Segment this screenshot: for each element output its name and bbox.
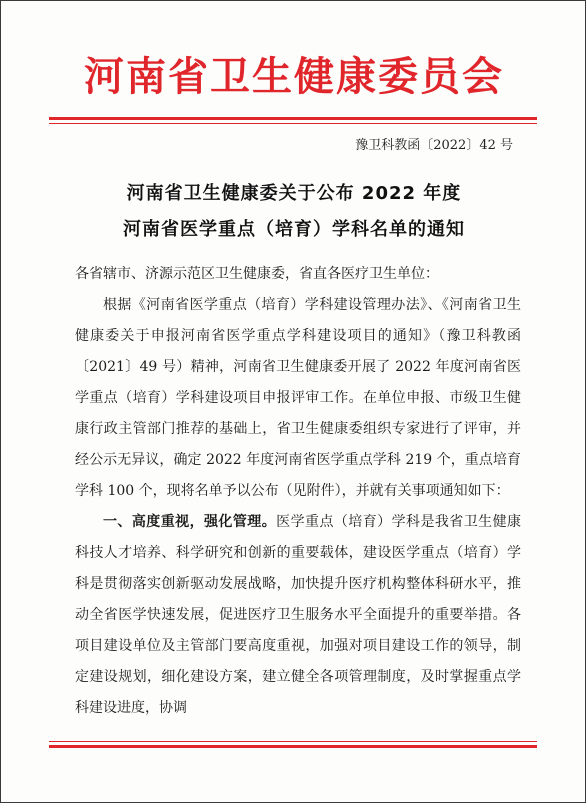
section-1-heading: 一、高度重视，强化管理。 [103, 514, 277, 530]
document-title-line-1: 河南省卫生健康委关于公布 2022 年度 [126, 183, 462, 204]
footer-rule-thick [49, 745, 537, 748]
section-1-text: 医学重点（培育）学科是我省卫生健康科技人才培养、科学研究和创新的重要载体，建设医学重点（培育）学科是贯彻落实创新驱动发展战略，加快提升医疗机构整体科研水平，推动全省医学快速发展，促进医疗卫生服务水平全面提升的重要举措。各项目建设单位及主管部门要高度重视，加强对项目建设工作的领导，制定建设规划，细化建设方案，建立健全各项管理制度，及时掌握重点学科建设进度，协调 [75, 514, 522, 716]
document-title-line-2: 河南省医学重点（培育）学科名单的通知 [123, 219, 465, 240]
paragraph-1: 根据《河南省医学重点（培育）学科建设管理办法》、《河南省卫生健康委关于申报河南省医学重点学科建设项目的通知》（豫卫科教函〔2021〕49 号）精神，河南省卫生健康委开展了 2022 年度河南省医学重点（培育）学科建设项目申报评审工作。在单位申报、市级卫生健康行政主管部门推荐的基础上，省卫生健康委组织专家进行了评审，并经公示无异议，确定 2022 年度河南省医学重点学科 219 个，重点培育学科 100 个，现将名单予以公布（见附件），并就有关事项通知如下： [75, 297, 521, 499]
letterhead-rule-thin [49, 123, 537, 124]
footer-rule-thin [49, 741, 537, 742]
section-1-paragraph [75, 507, 521, 724]
document-number: 豫卫科教函〔2022〕42 号 [355, 138, 513, 153]
letterhead-rule-thick [49, 117, 537, 120]
document-body [75, 259, 521, 724]
letterhead-org-name: 河南省卫生健康委员会 [84, 54, 504, 100]
salutation: 各省辖市、济源示范区卫生健康委，省直各医疗卫生单位： [75, 266, 439, 282]
